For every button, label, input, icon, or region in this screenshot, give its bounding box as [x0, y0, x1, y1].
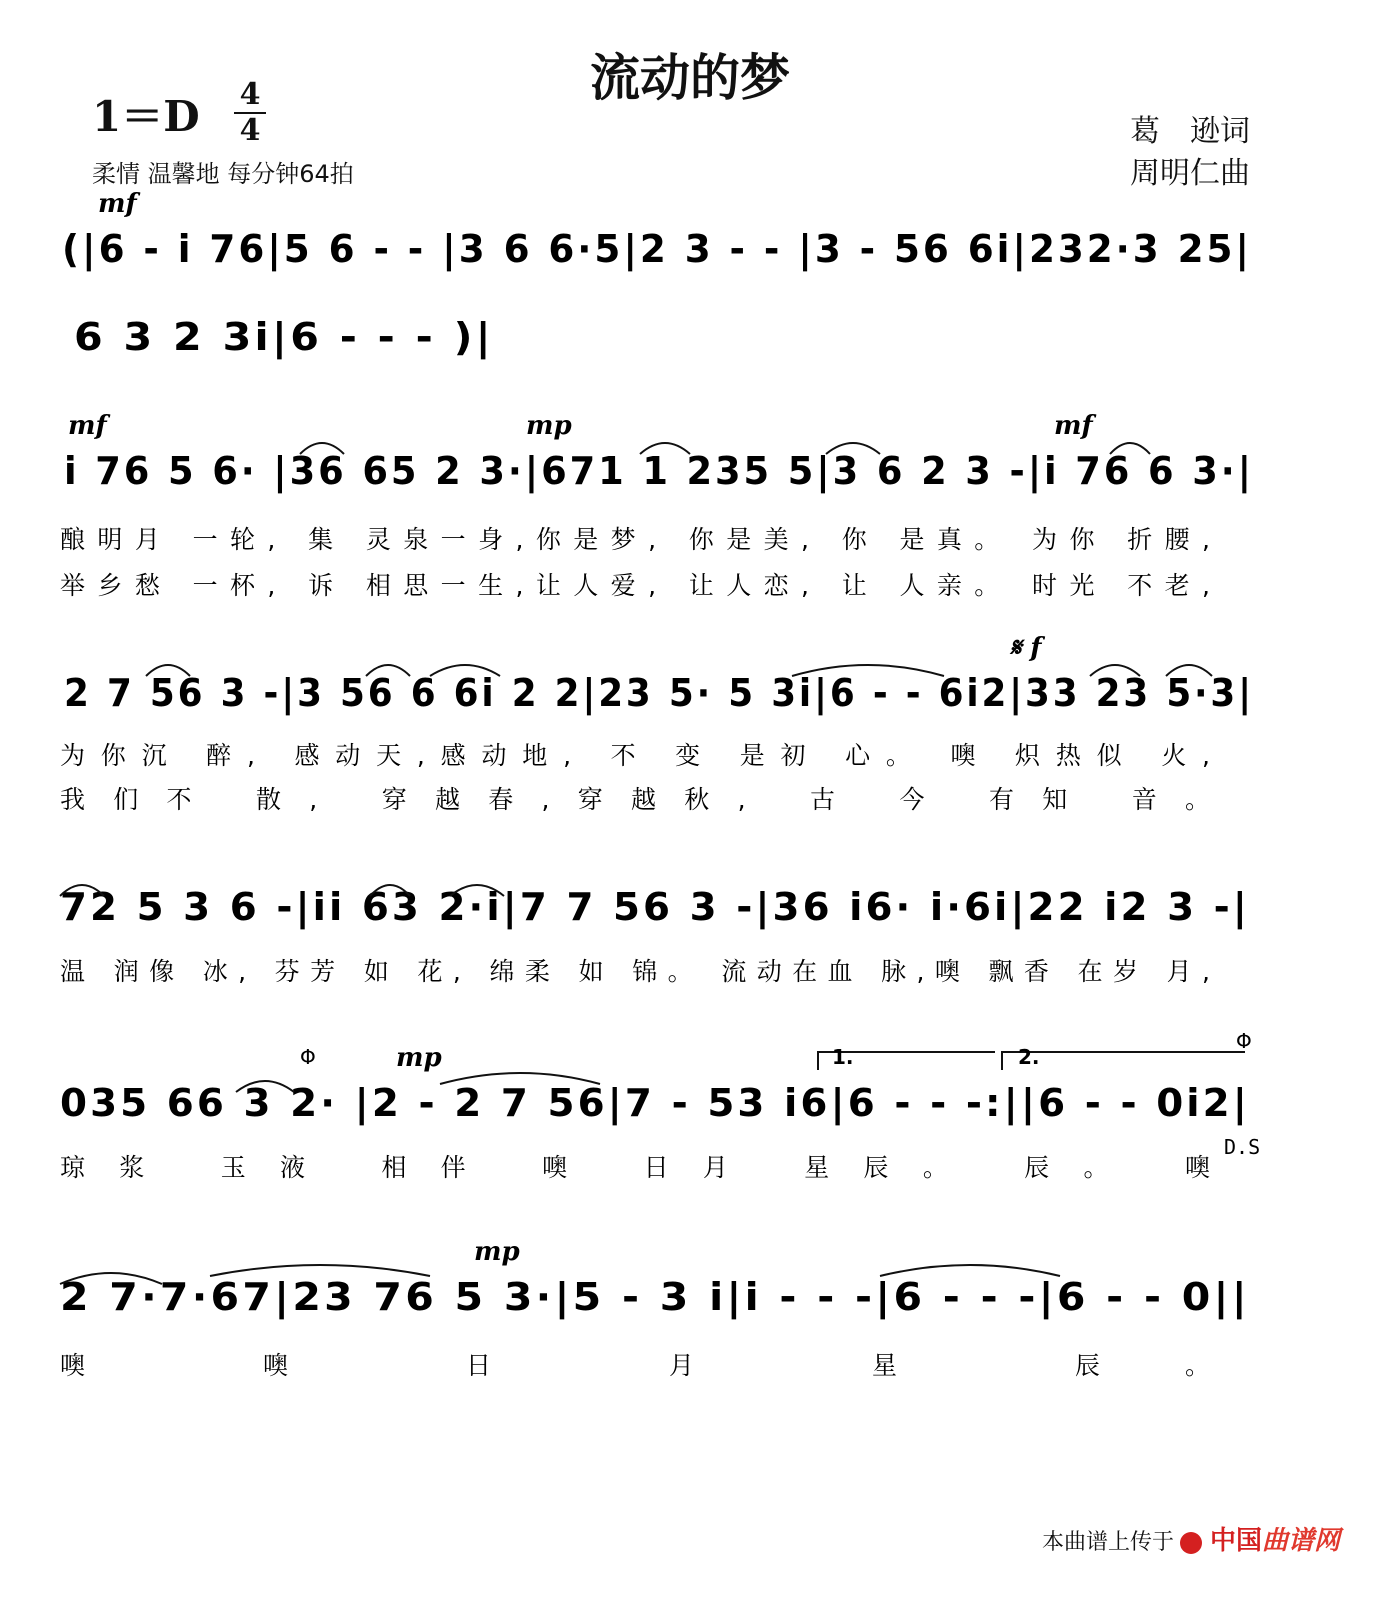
- lyric-line: 为你沉 醉, 感动天,感动地, 不 变 是初 心。 噢 炽热似 火,: [60, 741, 1210, 770]
- time-numerator: 4: [239, 77, 261, 112]
- dynamic-marking: mp: [396, 1043, 442, 1073]
- dynamic-marking: mf: [98, 189, 137, 219]
- tempo-marking: 柔情 温馨地 每分钟64拍: [92, 160, 354, 188]
- site-logo-icon: [1180, 1532, 1202, 1554]
- lyric-line: 温 润像 冰, 芬芳 如 花, 绵柔 如 锦。 流动在血 脉,噢 飘香 在岁 月,: [60, 957, 1210, 986]
- dynamic-marking: mp: [526, 411, 572, 441]
- notes-line-3: i 76 5 6· |36 65 2 3·|671 1 235 5|3 6 2 3 -|i 76 6 3·|: [64, 449, 1293, 493]
- key-signature: 1＝D: [92, 92, 200, 141]
- lyricist-credit: 葛 逊词: [1130, 114, 1250, 149]
- dynamic-marking: 𝄋 f: [1010, 633, 1042, 663]
- time-denominator: 4: [239, 113, 261, 148]
- dynamic-marking: mp: [474, 1237, 520, 1267]
- notes-line-1: (|6 - i 76|5 6 - - |3 6 6·5|2 3 - - |3 - 56 6i|232·3 25|: [62, 227, 1275, 271]
- dal-segno-label: D.S: [1224, 1135, 1261, 1159]
- notes-line-6: 035 66 3 2· |2 - 2 7 56|7 - 53 i6|6 - - -:||6 - - 0i2|: [60, 1081, 1226, 1125]
- page-title: 流动的梦: [590, 48, 790, 107]
- composer-credit: 周明仁曲: [1130, 156, 1250, 191]
- coda-sign-icon: Φ: [1236, 1029, 1252, 1053]
- volta-2-label: 2.: [1018, 1045, 1040, 1069]
- dynamic-marking: mf: [1054, 411, 1093, 441]
- coda-sign-icon: Φ: [300, 1045, 316, 1069]
- footer-text: 本曲谱上传于: [1041, 1530, 1174, 1555]
- notes-line-5: 72 5 3 6 -|ii 63 2·i|7 7 56 3 -|36 i6· i·6i|22 i2 3 -|: [60, 885, 1227, 929]
- footer-brand-suffix: 曲谱网: [1261, 1526, 1340, 1556]
- lyric-line: 举乡愁 一杯, 诉 相思一生,让人爱, 让人恋, 让 人亲。 时光 不老,: [60, 571, 1210, 600]
- upload-footer: [1042, 1520, 1340, 1557]
- lyric-line: 我们不 散, 穿越春,穿越秋, 古 今 有知 音。: [60, 785, 1210, 814]
- dynamic-marking: mf: [68, 411, 107, 441]
- footer-brand: 中国: [1209, 1526, 1262, 1556]
- lyric-line: 酿明月 一轮, 集 灵泉一身,你是梦, 你是美, 你 是真。 为你 折腰,: [60, 525, 1210, 554]
- notes-line-7: 2 7·7·67|23 76 5 3·|5 - 3 i|i - - -|6 - - -|6 - - 0||: [60, 1275, 1163, 1319]
- volta-1-label: 1.: [832, 1045, 854, 1069]
- lyric-line: 琼浆 玉液 相伴 噢 日月 星辰。 辰。 噢: [60, 1153, 1210, 1182]
- notes-line-4: 2 7 56 3 -|3 56 6 6i 2 2|23 5· 5 3i|6 - - 6i2|33 23 5·3|: [64, 671, 1330, 715]
- notes-line-2: 6 3 2 3i|6 - - - )|: [74, 315, 462, 359]
- lyric-line: 噢 噢 日 月 星 辰。: [60, 1351, 1210, 1380]
